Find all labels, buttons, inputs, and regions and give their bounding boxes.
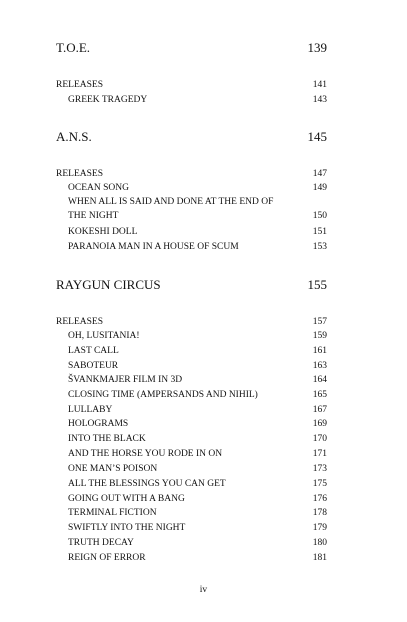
entry-label: OCEAN SONG (68, 183, 129, 193)
entry-label: HOLOGRAMS (68, 419, 129, 429)
section-heading-ans (56, 129, 327, 145)
toc-entry (68, 346, 327, 356)
section-page-number: 139 (307, 40, 327, 55)
toc-entry (68, 464, 327, 474)
toc-entry-multiline (68, 195, 327, 223)
toc-entry (68, 405, 327, 415)
entry-page-number: 147 (312, 169, 327, 179)
entry-page-number: 179 (312, 523, 327, 533)
entry-label: TRUTH DECAY (68, 538, 134, 548)
section-title: T.O.E. (56, 40, 91, 55)
toc-entry (68, 390, 327, 400)
entry-label: CLOSING TIME (AMPERSANDS AND NIHIL) (68, 390, 258, 400)
toc-entry (68, 419, 327, 429)
toc-entry (68, 508, 327, 518)
page-footer-number: iv (199, 585, 208, 595)
entry-label: KOKESHI DOLL (68, 227, 138, 237)
entry-label: GOING OUT WITH A BANG (68, 494, 185, 504)
entry-label: GREEK TRAGEDY (68, 95, 148, 105)
entry-label: ALL THE BLESSINGS YOU CAN GET (68, 479, 226, 489)
entry-page-number: 157 (312, 317, 327, 327)
entry-page-number: 181 (312, 553, 327, 563)
toc-entry (68, 434, 327, 444)
entry-page-number: 161 (312, 346, 327, 356)
toc-entry (68, 242, 327, 252)
toc-entry (68, 227, 327, 237)
entry-page-number: 169 (312, 419, 327, 429)
toc-entry (68, 95, 327, 105)
entry-label: TERMINAL FICTION (68, 508, 157, 518)
entry-label: RELEASES (56, 80, 103, 90)
section-title: A.N.S. (56, 129, 92, 144)
entry-page-number: 175 (312, 479, 327, 489)
entry-page-number: 180 (312, 538, 327, 548)
toc-entry (68, 523, 327, 533)
entry-label: SWIFTLY INTO THE NIGHT (68, 523, 186, 533)
toc-entry (56, 80, 327, 90)
toc-entry (56, 169, 327, 179)
entry-label: ONE MAN’S POISON (68, 464, 158, 474)
entry-page-number: 163 (312, 361, 327, 371)
entry-page-number: 150 (312, 211, 327, 221)
entry-page-number: 143 (312, 95, 327, 105)
entry-page-number: 141 (312, 80, 327, 90)
entry-label: INTO THE BLACK (68, 434, 146, 444)
entry-page-number: 165 (312, 390, 327, 400)
entry-page-number: 173 (312, 464, 327, 474)
entry-label: RELEASES (56, 317, 103, 327)
toc-entry (68, 538, 327, 548)
entry-label: LULLABY (68, 405, 113, 415)
entry-label: AND THE HORSE YOU RODE IN ON (68, 449, 223, 459)
toc-entry (68, 494, 327, 504)
entry-page-number: 170 (312, 434, 327, 444)
section-title: RAYGUN CIRCUS (56, 277, 161, 292)
toc-entry (68, 183, 327, 193)
entry-page-number: 149 (312, 183, 327, 193)
entry-page-number: 167 (312, 405, 327, 415)
toc-entry (68, 331, 327, 341)
section-page-number: 155 (307, 277, 327, 292)
entry-page-number: 151 (312, 227, 327, 237)
section-page-number: 145 (307, 129, 327, 144)
toc-entry (68, 375, 327, 385)
toc-entry (68, 449, 327, 459)
entry-label: ŠVANKMAJER FILM IN 3D (68, 375, 183, 385)
entry-label: RELEASES (56, 169, 103, 179)
entry-label: LAST CALL (68, 346, 119, 356)
entry-label: OH, LUSITANIA! (68, 331, 140, 341)
entry-label: SABOTEUR (68, 361, 119, 371)
section-heading-raygun-circus (56, 277, 327, 293)
entry-page-number: 159 (312, 331, 327, 341)
entry-page-number: 171 (312, 449, 327, 459)
entry-page-number: 178 (312, 508, 327, 518)
toc-entry (56, 317, 327, 327)
entry-label: REIGN OF ERROR (68, 553, 146, 563)
toc-entry (68, 479, 327, 489)
entry-label: PARANOIA MAN IN A HOUSE OF SCUM (68, 242, 239, 252)
entry-page-number: 176 (312, 494, 327, 504)
toc-entry (68, 553, 327, 563)
toc-entry (68, 361, 327, 371)
section-heading-toe (56, 40, 327, 56)
entry-label-line2: THE NIGHT (68, 211, 119, 221)
entry-label-line1: WHEN ALL IS SAID AND DONE AT THE END OF (68, 197, 274, 207)
entry-page-number: 153 (312, 242, 327, 252)
entry-page-number: 164 (312, 375, 327, 385)
